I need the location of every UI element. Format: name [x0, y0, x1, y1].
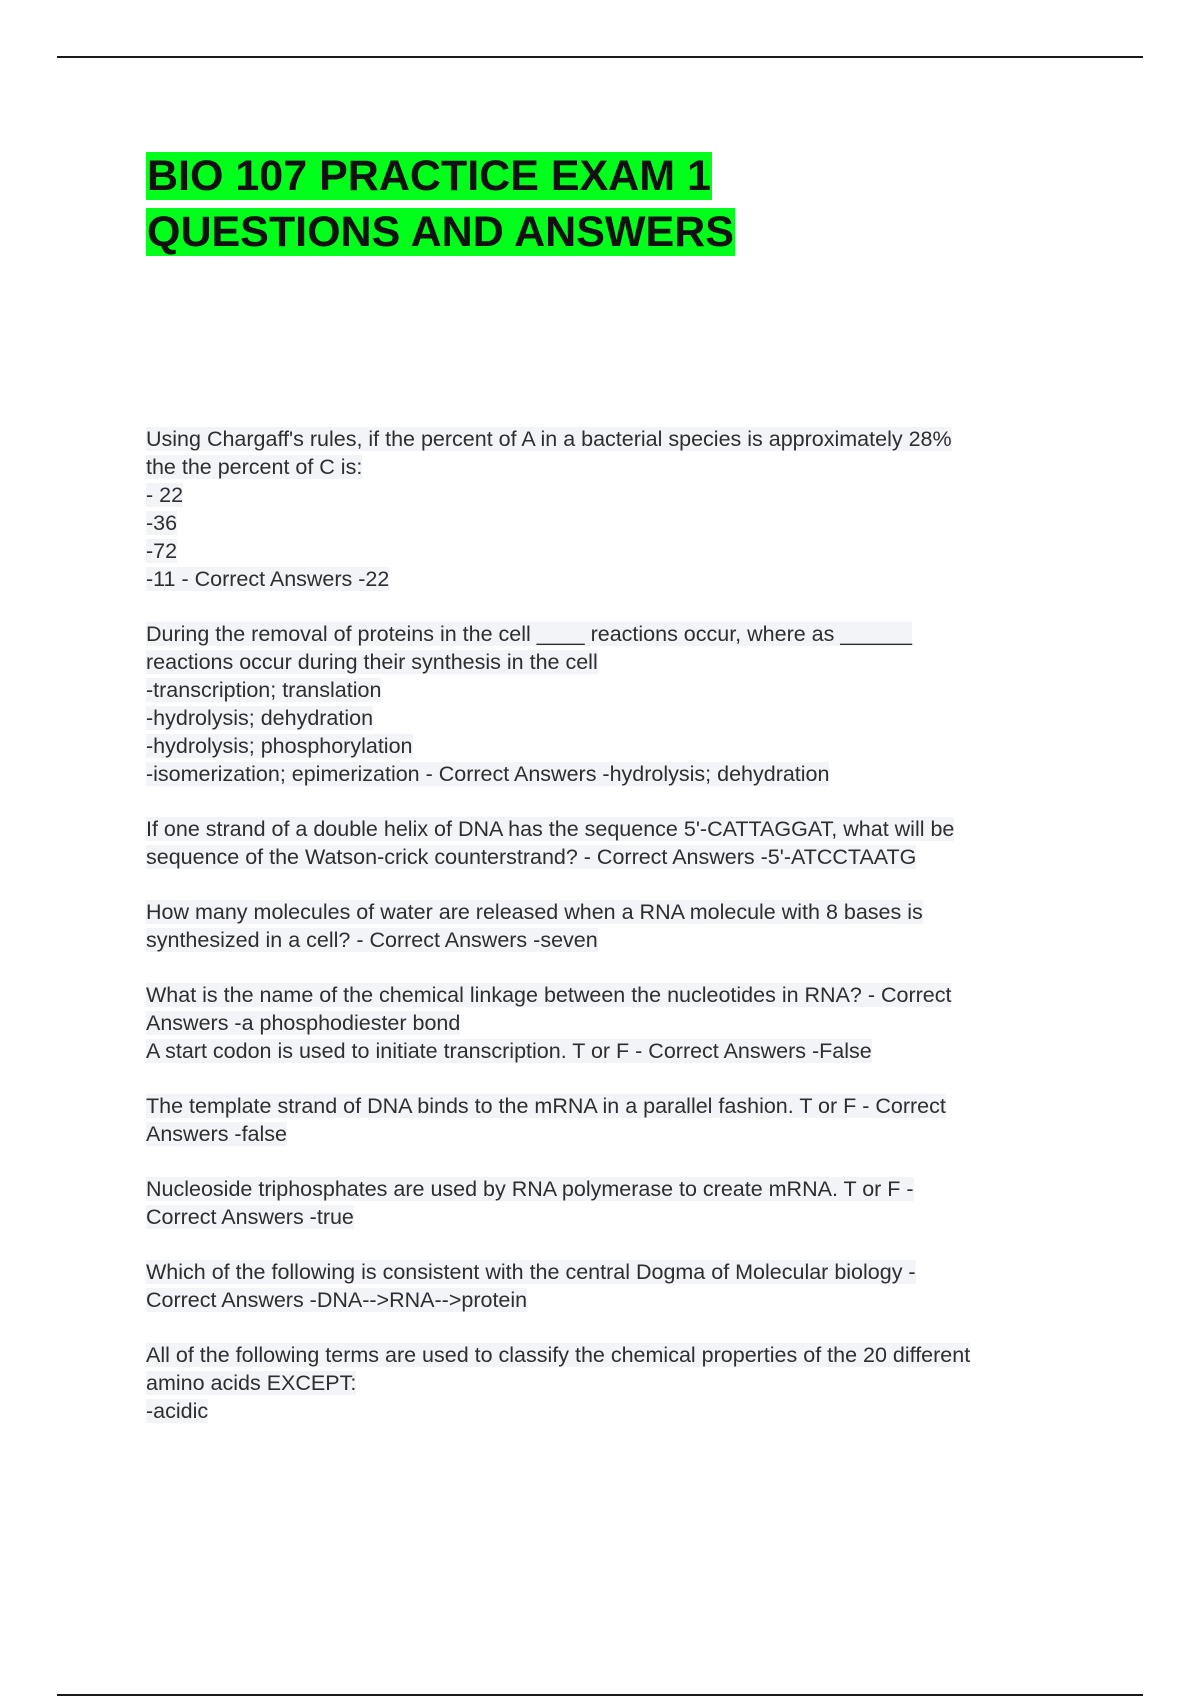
text-line: -hydrolysis; phosphorylation	[146, 734, 413, 758]
text-line: -isomerization; epimerization - Correct Answers -hydrolysis; dehydration	[146, 762, 830, 786]
text-line: If one strand of a double helix of DNA has the sequence 5'-CATTAGGAT, what will be	[146, 817, 955, 841]
qa-block-dna-strand	[146, 815, 1086, 871]
text-line: Using Chargaff's rules, if the percent of A in a bacterial species is approximately 28%	[146, 427, 952, 451]
text-line: -hydrolysis; dehydration	[146, 706, 374, 730]
title-line-1: BIO 107 PRACTICE EXAM 1	[147, 152, 711, 200]
text-line: -transcription; translation	[146, 678, 382, 702]
text-line: -11 - Correct Answers -22	[146, 567, 390, 591]
qa-block-nucleoside	[146, 1175, 1086, 1231]
qa-content	[146, 425, 1086, 1452]
text-line: amino acids EXCEPT:	[146, 1371, 357, 1395]
qa-block-central-dogma	[146, 1258, 1086, 1314]
top-rule	[57, 56, 1143, 58]
title-line-2: QUESTIONS AND ANSWERS	[147, 208, 734, 256]
text-line: Correct Answers -DNA-->RNA-->protein	[146, 1288, 528, 1312]
text-line: How many molecules of water are released when a RNA molecule with 8 bases is	[146, 900, 923, 924]
text-line: Which of the following is consistent with the central Dogma of Molecular biology -	[146, 1260, 916, 1284]
text-line: The template strand of DNA binds to the mRNA in a parallel fashion. T or F - Correct	[146, 1094, 946, 1118]
qa-block-proteins	[146, 620, 1086, 788]
text-line: synthesized in a cell? - Correct Answers -seven	[146, 928, 598, 952]
text-line: What is the name of the chemical linkage between the nucleotides in RNA? - Correct	[146, 983, 952, 1007]
text-line: -72	[146, 539, 178, 563]
text-line: Answers -false	[146, 1122, 287, 1146]
text-line: sequence of the Watson-crick counterstrand? - Correct Answers -5'-ATCCTAATG	[146, 845, 917, 869]
qa-block-amino-acids	[146, 1341, 1086, 1425]
text-line: -36	[146, 511, 178, 535]
text-line: Correct Answers -true	[146, 1205, 354, 1229]
text-line: - 22	[146, 483, 184, 507]
qa-block-linkage	[146, 981, 1086, 1065]
qa-block-template-strand	[146, 1092, 1086, 1148]
text-line: All of the following terms are used to classify the chemical properties of the 20 different	[146, 1343, 971, 1367]
text-line: A start codon is used to initiate transcription. T or F - Correct Answers -False	[146, 1039, 872, 1063]
text-line: the the percent of C is:	[146, 455, 363, 479]
text-line: During the removal of proteins in the cell ____ reactions occur, where as ______	[146, 622, 913, 646]
qa-block-water-molecules	[146, 898, 1086, 954]
document-title	[146, 148, 735, 260]
text-line: Nucleoside triphosphates are used by RNA polymerase to create mRNA. T or F -	[146, 1177, 914, 1201]
text-line: reactions occur during their synthesis in the cell	[146, 650, 598, 674]
text-line: Answers -a phosphodiester bond	[146, 1011, 461, 1035]
bottom-rule	[57, 1694, 1143, 1696]
text-line: -acidic	[146, 1399, 209, 1423]
qa-block-chargaff	[146, 425, 1086, 593]
